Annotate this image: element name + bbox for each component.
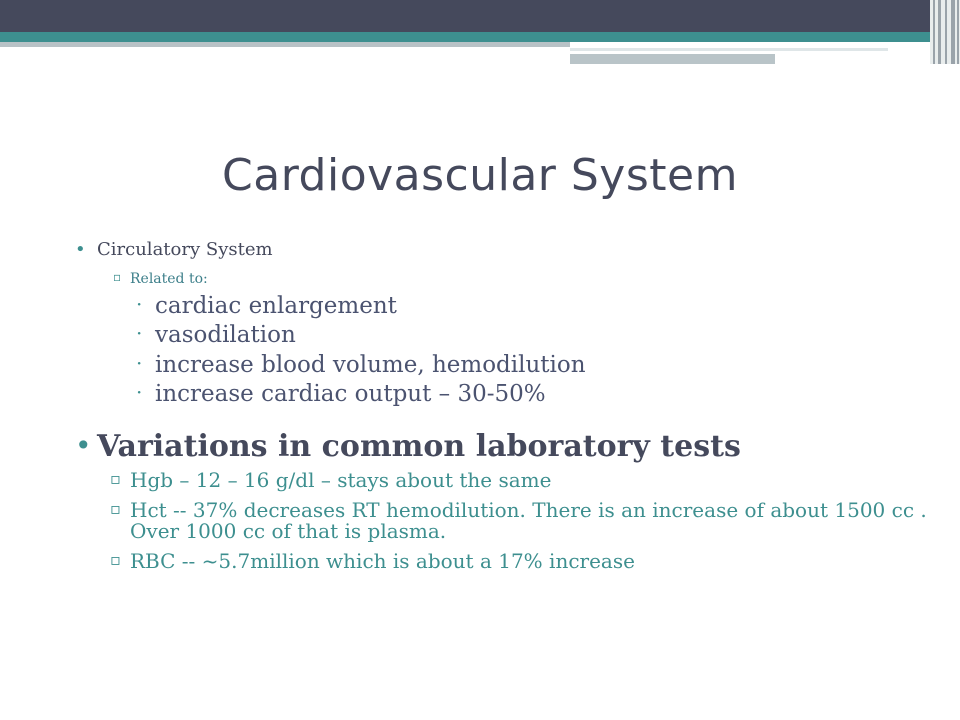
bullet-text: Hct -- 37% decreases RT hemodilution. There is an increase of about 1500 cc . Over 1000 cc of that is plasma. <box>130 498 927 544</box>
slide-title: Cardiovascular System <box>222 150 738 201</box>
bullet-dot-icon: · <box>136 350 143 375</box>
bullet-text: Circulatory System <box>97 239 273 260</box>
bullet-square-icon: ▫ <box>110 469 121 489</box>
bullet-circulatory-system <box>75 240 935 261</box>
bullet-dot-icon: · <box>136 321 143 346</box>
bullet-square-icon: ▫ <box>110 499 121 519</box>
bullet-text: increase blood volume, hemodilution <box>155 351 586 378</box>
bullet-text: RBC -- ~5.7million which is about a 17% increase <box>130 549 635 574</box>
bullet-text: increase cardiac output – 30-50% <box>155 381 546 408</box>
header-grey-stripe <box>0 42 570 47</box>
bullet-square-icon: ▫ <box>113 269 122 284</box>
bullet-text: vasodilation <box>155 322 296 349</box>
bullet-cardiac-enlargement <box>75 293 935 319</box>
bullet-text: Related to: <box>130 270 208 287</box>
bullet-dot-icon: · <box>136 291 143 316</box>
bullet-rbc <box>75 551 935 572</box>
bullet-dot-icon: · <box>136 380 143 405</box>
bullet-cardiac-output <box>75 381 935 407</box>
bullet-square-icon: ▫ <box>110 550 121 570</box>
bullet-blood-volume <box>75 352 935 378</box>
header-dark-band <box>0 0 930 32</box>
bullet-related-to <box>75 271 935 287</box>
header-light-stripe <box>570 48 888 51</box>
bullet-dot-icon: • <box>75 428 92 462</box>
slide-content <box>75 240 935 581</box>
header-vertical-lines <box>930 0 960 64</box>
bullet-hgb <box>75 470 935 491</box>
bullet-text: Hgb – 12 – 16 g/dl – stays about the same <box>130 468 552 493</box>
bullet-lab-variations <box>75 430 935 465</box>
bullet-text: cardiac enlargement <box>155 292 397 319</box>
bullet-text: Variations in common laboratory tests <box>97 428 741 464</box>
header-short-stripe <box>570 54 775 64</box>
bullet-vasodilation <box>75 322 935 348</box>
bullet-hct <box>75 500 935 542</box>
header-teal-band <box>0 32 930 42</box>
bullet-dot-icon: • <box>75 239 86 260</box>
